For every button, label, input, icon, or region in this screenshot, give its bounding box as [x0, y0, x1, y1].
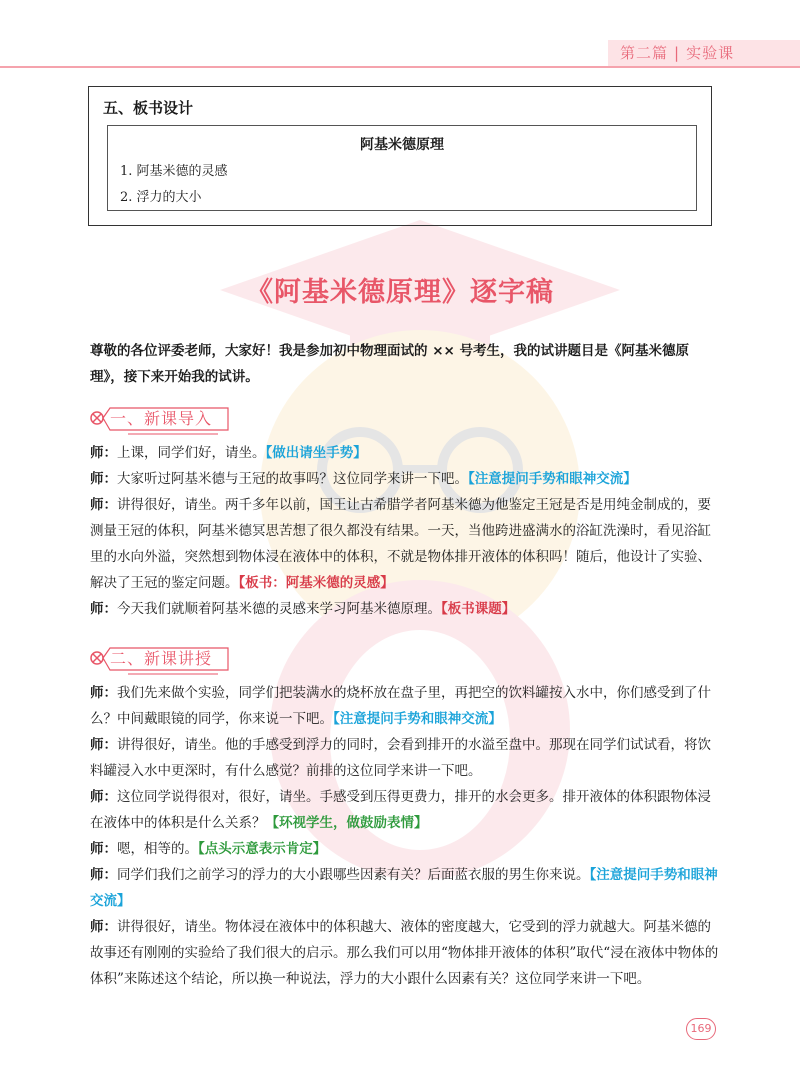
dialogue-text: 上课，同学们好，请坐。	[117, 445, 266, 461]
dialogue-text: 同学们我们之前学习的浮力的大小跟哪些因素有关？后面蓝衣服的男生你来说。	[117, 867, 590, 883]
dialogue-paragraph	[90, 492, 720, 596]
section-label: 一、新课导入	[110, 409, 213, 428]
dialogue-paragraph	[90, 784, 720, 836]
dialogue-text: 讲得很好，请坐。他的手感受到浮力的同时，会看到排开的水溢至盘中。那现在同学们试试看，将饮料罐浸入水中更深时，有什么感觉？前排的这位同学来讲一下吧。	[90, 737, 711, 779]
speaker-label: 师：	[90, 497, 117, 513]
dialogue-paragraph	[90, 836, 720, 862]
dialogue-text: 讲得很好，请坐。两千多年以前，国王让古希腊学者阿基米德为他鉴定王冠是否是用纯金制成的，要测量王冠的体积，阿基米德冥思苦想了很久都没有结果。一天，当他跨进盛满水的浴缸洗澡时，看见浴缸里的水向外溢，突然想到物体浸在液体中的体积，不就是物体排开液体的体积吗！随后，他设计了实验、解决了王冠的鉴定问题。	[90, 497, 711, 591]
chapter-tag	[620, 42, 734, 63]
chapter-label: 实验课	[686, 44, 735, 62]
speaker-label: 师：	[90, 789, 117, 805]
stage-direction: 【注意提问手势和眼神交流】	[468, 471, 637, 487]
section-label: 二、新课讲授	[110, 649, 213, 668]
transcript-title: 《阿基米德原理》逐字稿	[246, 277, 554, 308]
dialogue-paragraph	[90, 466, 720, 492]
dialogue-paragraph	[90, 732, 720, 784]
blackboard-item: 1. 阿基米德的灵感	[120, 164, 228, 179]
stage-direction: 【板书：阿基米德的灵感】	[238, 575, 394, 591]
speaker-label: 师：	[90, 919, 117, 935]
blackboard-layout	[107, 125, 697, 211]
blackboard-title: 阿基米德原理	[360, 137, 444, 153]
dialogue-text: 今天我们就顺着阿基米德的灵感来学习阿基米德原理。	[117, 601, 441, 617]
tag-separator: |	[674, 44, 681, 62]
dialogue-paragraph	[90, 914, 720, 992]
stage-direction: 【板书课题】	[441, 601, 516, 617]
dialogue-paragraph	[90, 596, 720, 622]
stage-direction: 【环视学生，做鼓励表情】	[265, 815, 428, 831]
speaker-label: 师：	[90, 737, 117, 753]
header-rule	[0, 66, 800, 68]
part-label: 第二篇	[620, 44, 669, 62]
speaker-label: 师：	[90, 471, 117, 487]
dialogue-text: 讲得很好，请坐。物体浸在液体中的体积越大、液体的密度越大，它受到的浮力就越大。阿基米德的故事还有刚刚的实验给了我们很大的启示。那么我们可以用“物体排开液体的体积”取代“浸在液体中物体的体积”来陈述这个结论，所以换一种说法，浮力的大小跟什么因素有关？这位同学来讲一下吧。	[90, 919, 719, 987]
dialogue-paragraph	[90, 440, 720, 466]
board-design-heading: 五、板书设计	[103, 99, 194, 117]
intro-paragraph: 尊敬的各位评委老师，大家好！我是参加初中物理面试的 ×× 号考生，我的试讲题目是《阿基米德原理》，接下来开始我的试讲。	[90, 343, 690, 385]
dialogue-paragraph	[90, 680, 720, 732]
stage-direction: 【注意提问手势和眼神交流】	[333, 711, 502, 727]
speaker-label: 师：	[90, 685, 117, 701]
page-header	[0, 0, 800, 72]
stage-direction: 【注意提问手势和眼神交流】	[90, 867, 718, 909]
dialogue-text: 这位同学说得很对，很好，请坐。手感受到压得更费力，排开的水会更多。排开液体的体积跟物体浸在液体中的体积是什么关系？	[90, 789, 711, 831]
page-number: 169	[686, 1018, 716, 1040]
stage-direction: 【做出请坐手势】	[265, 445, 367, 461]
section-header-teaching	[88, 644, 248, 674]
speaker-label: 师：	[90, 601, 117, 617]
speaker-label: 师：	[90, 867, 117, 883]
dialogue-paragraph	[90, 862, 720, 914]
dialogue-text: 嗯，相等的。	[117, 841, 198, 857]
stage-direction: 【点头示意表示肯定】	[198, 841, 327, 857]
blackboard-item: 2. 浮力的大小	[120, 190, 202, 205]
dialogue-text: 大家听过阿基米德与王冠的故事吗？这位同学来讲一下吧。	[117, 471, 468, 487]
section-header-intro	[88, 404, 248, 434]
speaker-label: 师：	[90, 445, 117, 461]
speaker-label: 师：	[90, 841, 117, 857]
board-design-box	[88, 86, 712, 226]
dialogue-text: 我们先来做个实验，同学们把装满水的烧杯放在盘子里，再把空的饮料罐按入水中，你们感受到了什么？中间戴眼镜的同学，你来说一下吧。	[90, 685, 711, 727]
